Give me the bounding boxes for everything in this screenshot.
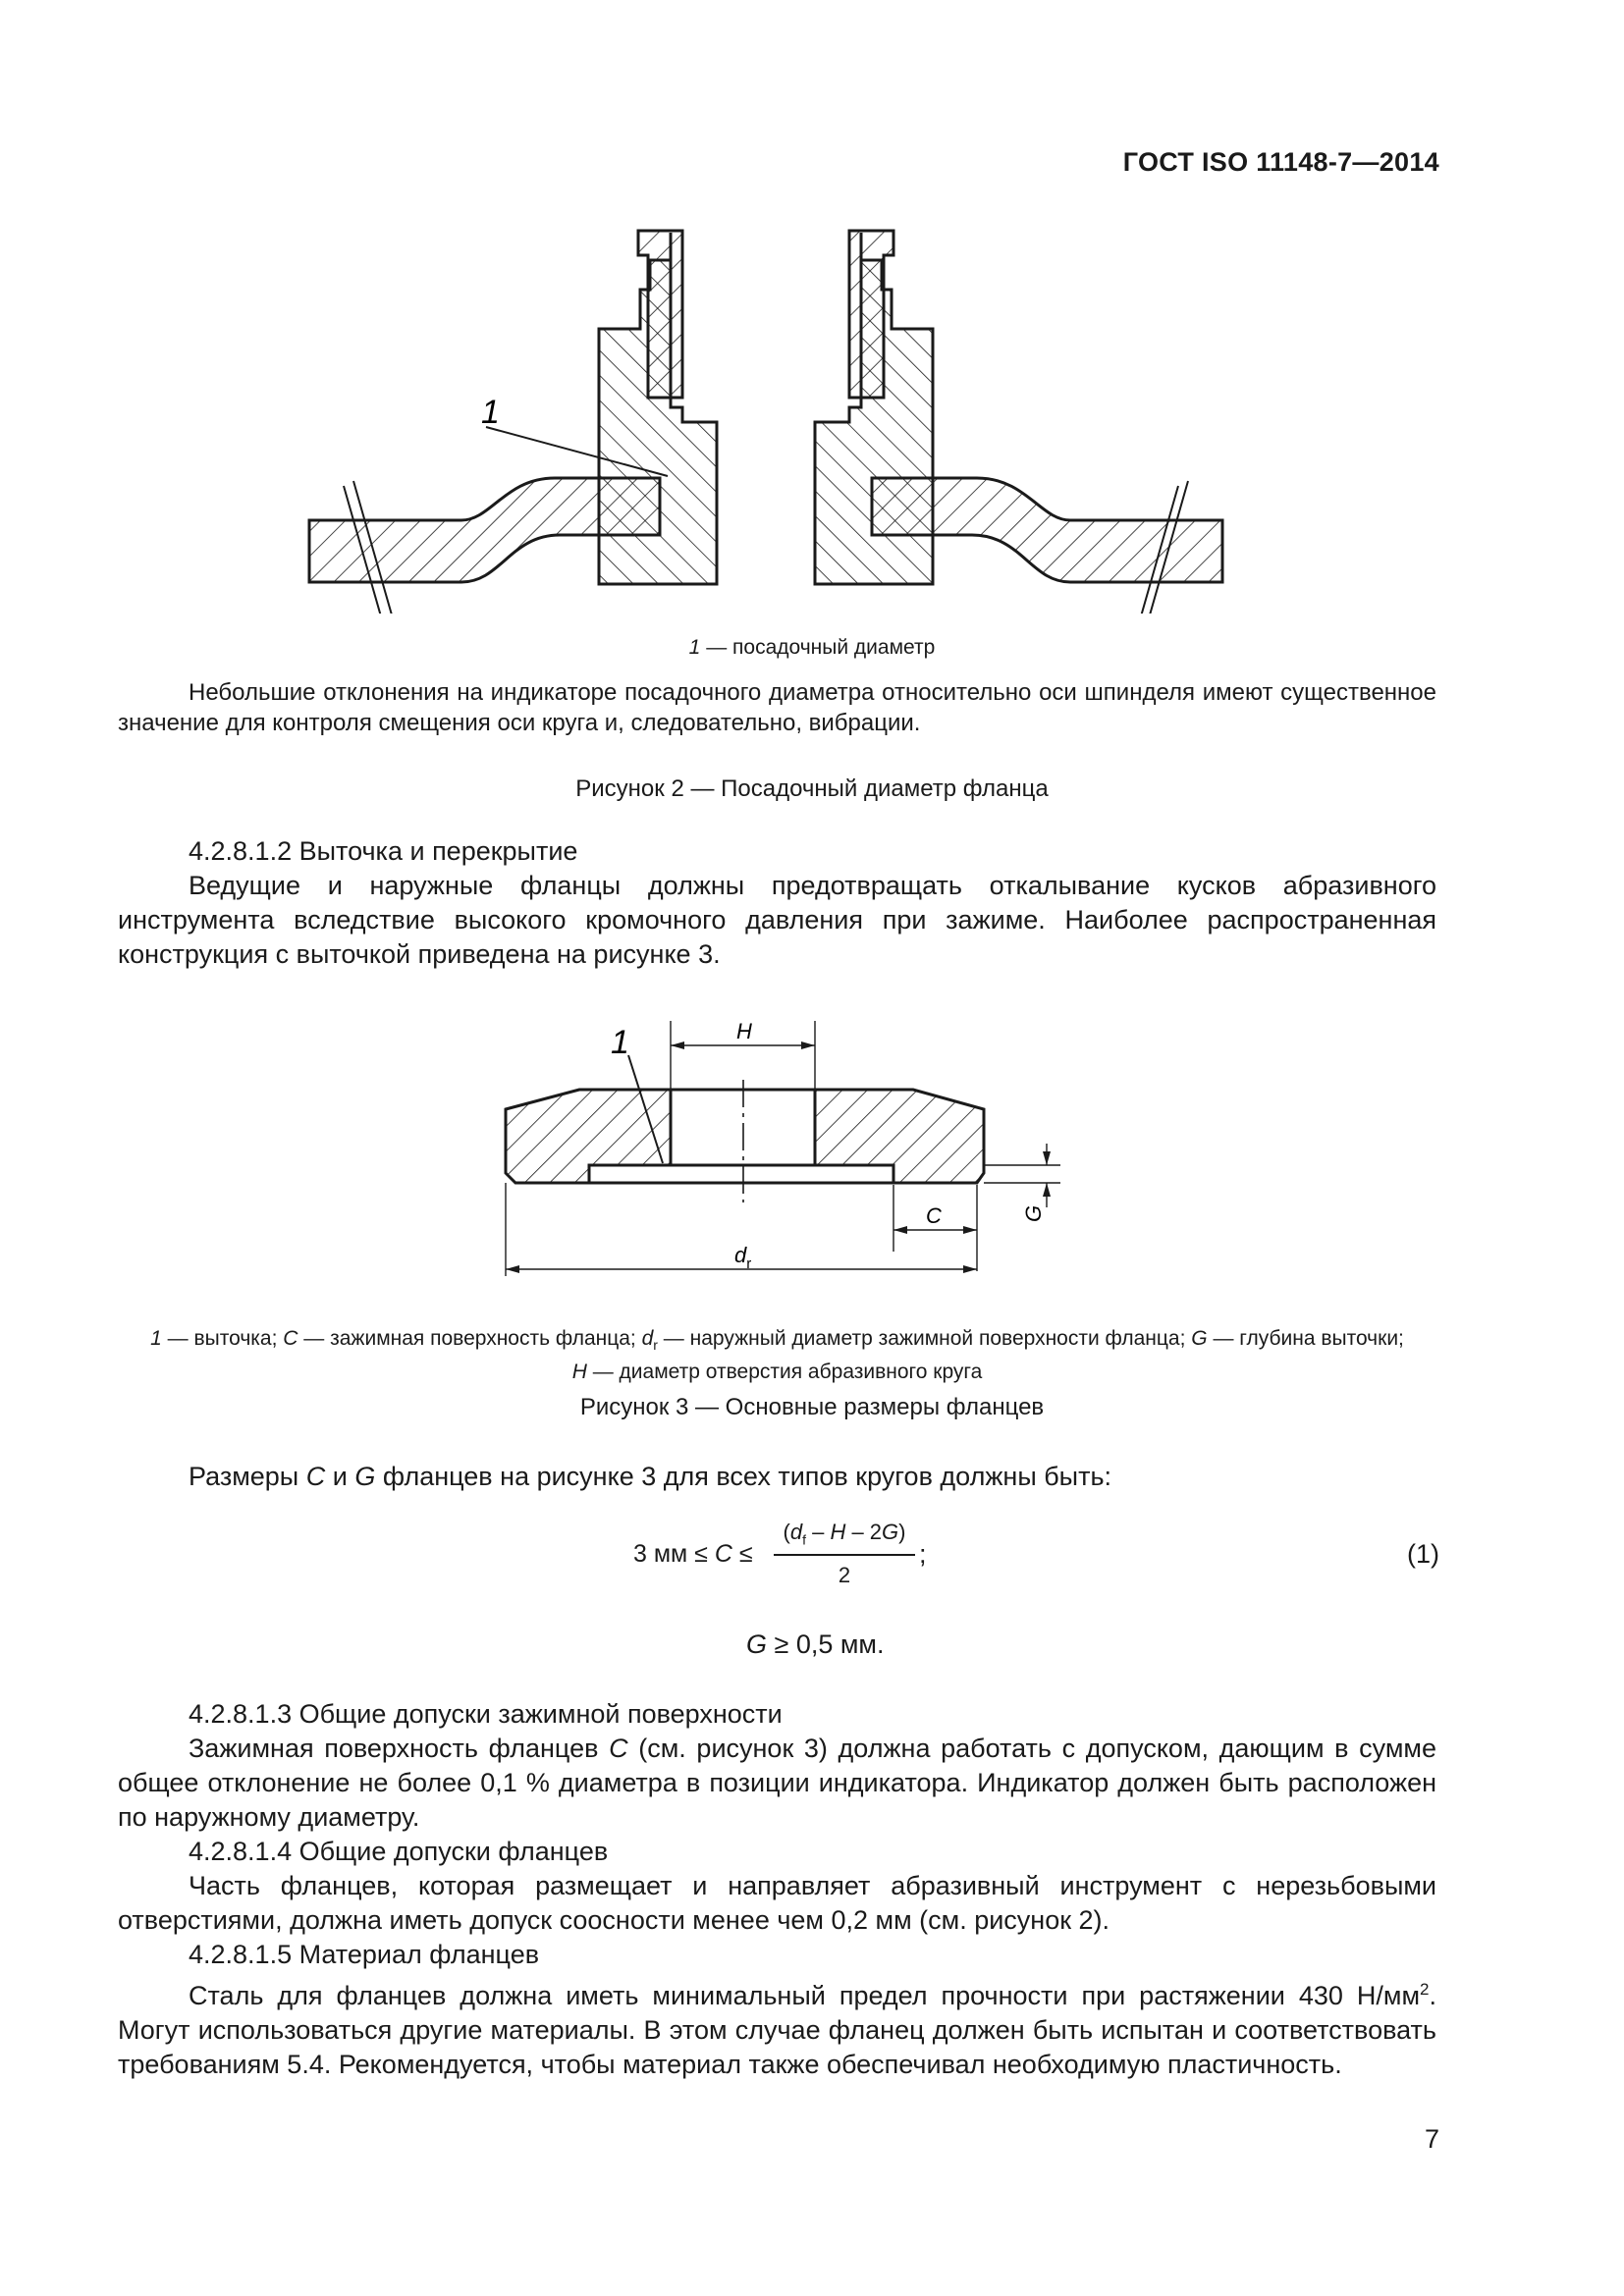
figure-2-note: Небольшие отклонения на индикаторе посадочного диаметра относительно оси шпинделя имеют существенное значение для контроля смещения оси круга и, следовательно, вибрации. bbox=[118, 679, 1436, 736]
formula-g: G ≥ 0,5 мм. bbox=[746, 1629, 885, 1659]
formula-number: (1) bbox=[1407, 1539, 1439, 1569]
figure-3-callout: 1 bbox=[611, 1024, 629, 1061]
dim-H-label: H bbox=[736, 1019, 752, 1043]
figure-3-legend: 1 — выточка; C — зажимная поверхность фланца; $d_r$ — наружный диаметр зажимной поверхности фланца; G — глубина выточки; H — диаметр отверстия абразивного круга bbox=[150, 1327, 1404, 1384]
figure-3-drawing bbox=[491, 1016, 1080, 1281]
figure-3-caption: Рисунок 3 — Основные размеры фланцев bbox=[579, 1394, 1045, 1420]
flange-body-right bbox=[815, 1090, 984, 1183]
dimensions-paragraph: Размеры C и G фланцев на рисунке 3 для всех типов кругов должны быть: bbox=[189, 1462, 1112, 1491]
dim-G-label: G bbox=[1021, 1204, 1046, 1222]
formula-end: ; bbox=[919, 1539, 927, 1569]
figure-2-callout: 1 bbox=[481, 394, 500, 431]
section-4-2-8-1-2-heading: 4.2.8.1.2 Выточка и перекрытие bbox=[189, 836, 578, 866]
section-4-2-8-1-5-heading: 4.2.8.1.5 Материал фланцев bbox=[189, 1940, 540, 1969]
formula-denominator: 2 bbox=[838, 1563, 851, 1587]
document-id: ГОСТ ISO 11148-7—2014 bbox=[1122, 147, 1439, 177]
formula-lhs: 3 мм ≤ C ≤ bbox=[633, 1540, 753, 1568]
section-4-2-8-1-4-heading: 4.2.8.1.4 Общие допуски фланцев bbox=[189, 1837, 609, 1866]
dim-C-label: C bbox=[926, 1203, 942, 1228]
dim-d-label: $d_r$ bbox=[734, 1243, 752, 1272]
section-4-2-8-1-3-heading: 4.2.8.1.3 Общие допуски зажимной поверхности bbox=[189, 1699, 783, 1729]
page-number: 7 bbox=[1424, 2124, 1439, 2154]
formula-numerator: ($d_f$ – H – 2G) bbox=[783, 1520, 906, 1548]
fraction-bar bbox=[774, 1554, 915, 1556]
figure-2-legend: 1 — посадочный диаметр bbox=[688, 636, 936, 659]
section-4-2-8-1-3-text: Зажимная поверхность фланцев C (см. рисунок 3) должна работать с допуском, дающим в сумме общее отклонение не более 0,1 % диаметра в позиции индикатора. Индикатор должен быть расположен по наружному диаметру. bbox=[118, 1734, 1436, 1832]
section-4-2-8-1-2-text: Ведущие и наружные фланцы должны предотвращать откалывание кусков абразивного инструмента вследствие высокого кромочного давления при зажиме. Наиболее распространенная конструкция с выточкой приведена на рисунке 3. bbox=[118, 871, 1436, 969]
section-4-2-8-1-4-text: Часть фланцев, которая размещает и направляет абразивный инструмент с нерезьбовыми отверстиями, должна иметь допуск соосности менее чем 0,2 мм (см. рисунок 2). bbox=[118, 1871, 1436, 1935]
figure-2-drawing bbox=[295, 221, 1267, 614]
section-4-2-8-1-5-text: Сталь для фланцев должна иметь минимальный предел прочности при растяжении 430 $Н/мм^2$. Могут использоваться другие материалы. В этом случае фланец должен быть испытан и соответствовать требованиям 5.4. Рекомендуется, чтобы материал также обеспечивал необходимую пластичность. bbox=[118, 1980, 1436, 2079]
figure-2-caption: Рисунок 2 — Посадочный диаметр фланца bbox=[575, 775, 1049, 802]
formula-1 bbox=[0, 1520, 1624, 1598]
